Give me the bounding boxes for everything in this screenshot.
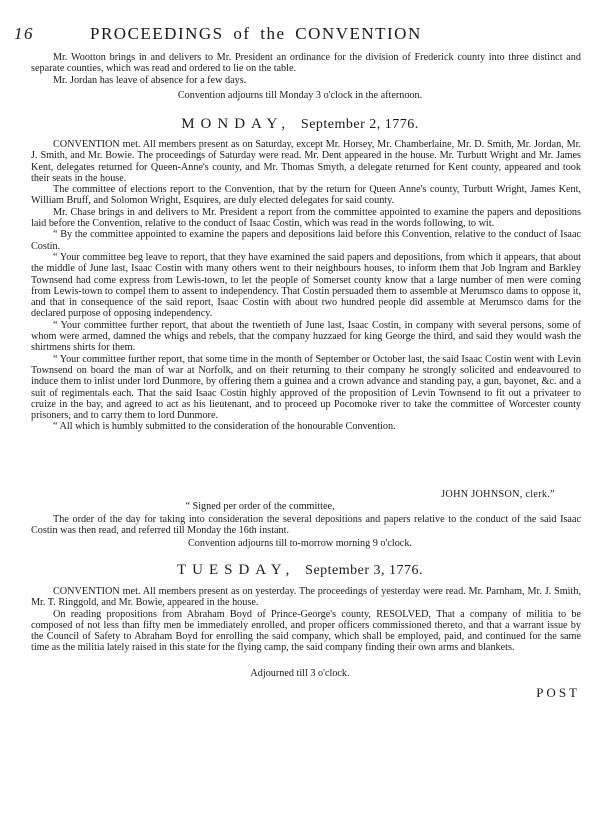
- section-heading-tuesday: [0, 562, 600, 579]
- paragraph: “ All which is humbly submitted to the consideration of the honourable Convention.: [53, 421, 396, 433]
- section-heading-monday: [0, 116, 600, 133]
- paragraph: On reading propositions from Abraham Boyd of Prince-George's county, RESOLVED, That a company of militia to be composed of not less than fifty men be immediately enrolled, and proper officers commissioned thereto, and that a warrant issue by the Council of Safety to Abraham Boyd for enrolling the said company, which shall be employed, paid, and continued for the same time as the militia lately raised in this state for the flying camp, the said company finding their own arms and blankets.: [31, 608, 581, 654]
- running-title: PROCEEDINGS of the CONVENTION: [90, 24, 422, 43]
- clerk-signature: JOHN JOHNSON, clerk.”: [441, 489, 555, 500]
- order-of-day: [31, 514, 581, 537]
- adjournment-notice: Convention adjourns till Monday 3 o'clock in the afternoon.: [177, 90, 423, 101]
- paragraph: Mr. Jordan has leave of absence for a few days.: [53, 74, 247, 86]
- page-header: [14, 24, 574, 48]
- catchword: POST: [536, 685, 580, 700]
- day-name: TUESDAY,: [176, 562, 296, 578]
- monday-proceedings: [31, 139, 581, 433]
- day-name: MONDAY,: [181, 116, 292, 132]
- ordinance-block: [31, 52, 581, 86]
- signed-order: “ Signed per order of the committee,: [185, 501, 335, 512]
- paragraph: “ By the committee appointed to examine the papers and depositions laid before this Convention, relative to the conduct of Isaac Costin.: [31, 229, 581, 252]
- paragraph: CONVENTION met. All members present as on Saturday, except Mr. Horsey, Mr. Chamberlaine, Mr. D. Smith, Mr. Jordan, Mr. J. Smith, and Mr. Bowie. The proceedings of Saturday were read. Mr. Dent appeared in the house. Mr. Turbutt Wright and Mr. James Kent, delegates returned for Queen-Anne's county, and Mr. Thomas Smyth, a delegate returned for Kent county, appeared and took their seats in the house.: [31, 139, 581, 184]
- heading-date: September 3, 1776.: [305, 563, 424, 578]
- paragraph: The order of the day for taking into consideration the several depositions and papers relative to the conduct of the said Isaac Costin was then read, and referred till Monday the 16th instant.: [31, 514, 581, 537]
- page-number: 16: [14, 24, 34, 43]
- tuesday-proceedings: [31, 586, 581, 654]
- paragraph: “ Your committee further report, that about the twentieth of June last, Isaac Costin, in company with several persons, some of whom were armed, damned the whigs and rebels, that the company huzzaed for king George the third, and said they would wash the shirtmens shirts for them.: [31, 319, 581, 354]
- paragraph: The committee of elections report to the Convention, that by the return for Queen Anne's county, Turbutt Wright, James Kent, William Bruff, and Solomon Wright, Esquires, are duly elected delegates for said county.: [31, 184, 581, 207]
- adjournment-notice: Convention adjourns till to-morrow morning 9 o'clock.: [188, 538, 412, 549]
- paragraph: “ Your committee beg leave to report, that they have examined the said papers and depositions, from which it appears, that about the middle of June last, Isaac Costin with many others went to their neighbours houses, to inform them that Job Ingram and Barkley Townsend had come express from Lewis-town, to let the people of Somerset county know that a large number of men were coming from Lewis-town to compel them to assent to independency. That Costin persuaded them to assemble at Merumsco dams to oppose it, and that in consequence of the said report, Isaac Costin with about two hundred people did assemble at Merumsco dams for the declared purpose of opposing independency.: [31, 251, 581, 320]
- paragraph: “ Your committee further report, that some time in the month of September or October last, the said Isaac Costin went with Levin Townsend on board the man of war at Norfolk, and on their returning to their company he strongly solicited and endeavoured to induce them to inlist under lord Dunmore, by offering them a guinea and a crown advance and standing pay, a gun, bayonet, &c. and a suit of regimentals each. That the said Isaac Costin highly approved of the proposition of Levin Townsend to fit out a privateer to cruize in the bay, and agreed to act as his lieutenant, and to proceed up Pocomoke river to take the committee of Worcester county prisoners, and to carry them to lord Dunmore.: [31, 353, 581, 422]
- paragraph: CONVENTION met. All members present as on yesterday. The proceedings of yesterday were read. Mr. Parnham, Mr. J. Smith, Mr. T. Ringgold, and Mr. Bowie, appeared in the house.: [31, 586, 581, 609]
- paragraph: Mr. Chase brings in and delivers to Mr. President a report from the committee appointed to examine the papers and depositions laid before the Convention, relative to the conduct of Isaac Costin, which was read in the words following, to wit.: [31, 206, 581, 230]
- heading-date: September 2, 1776.: [300, 117, 419, 132]
- adjournment-notice: Adjourned till 3 o'clock.: [250, 668, 350, 679]
- paragraph: Mr. Wootton brings in and delivers to Mr. President an ordinance for the division of Frederick county into three distinct and separate counties, which was read and ordered to lie on the table.: [31, 52, 581, 75]
